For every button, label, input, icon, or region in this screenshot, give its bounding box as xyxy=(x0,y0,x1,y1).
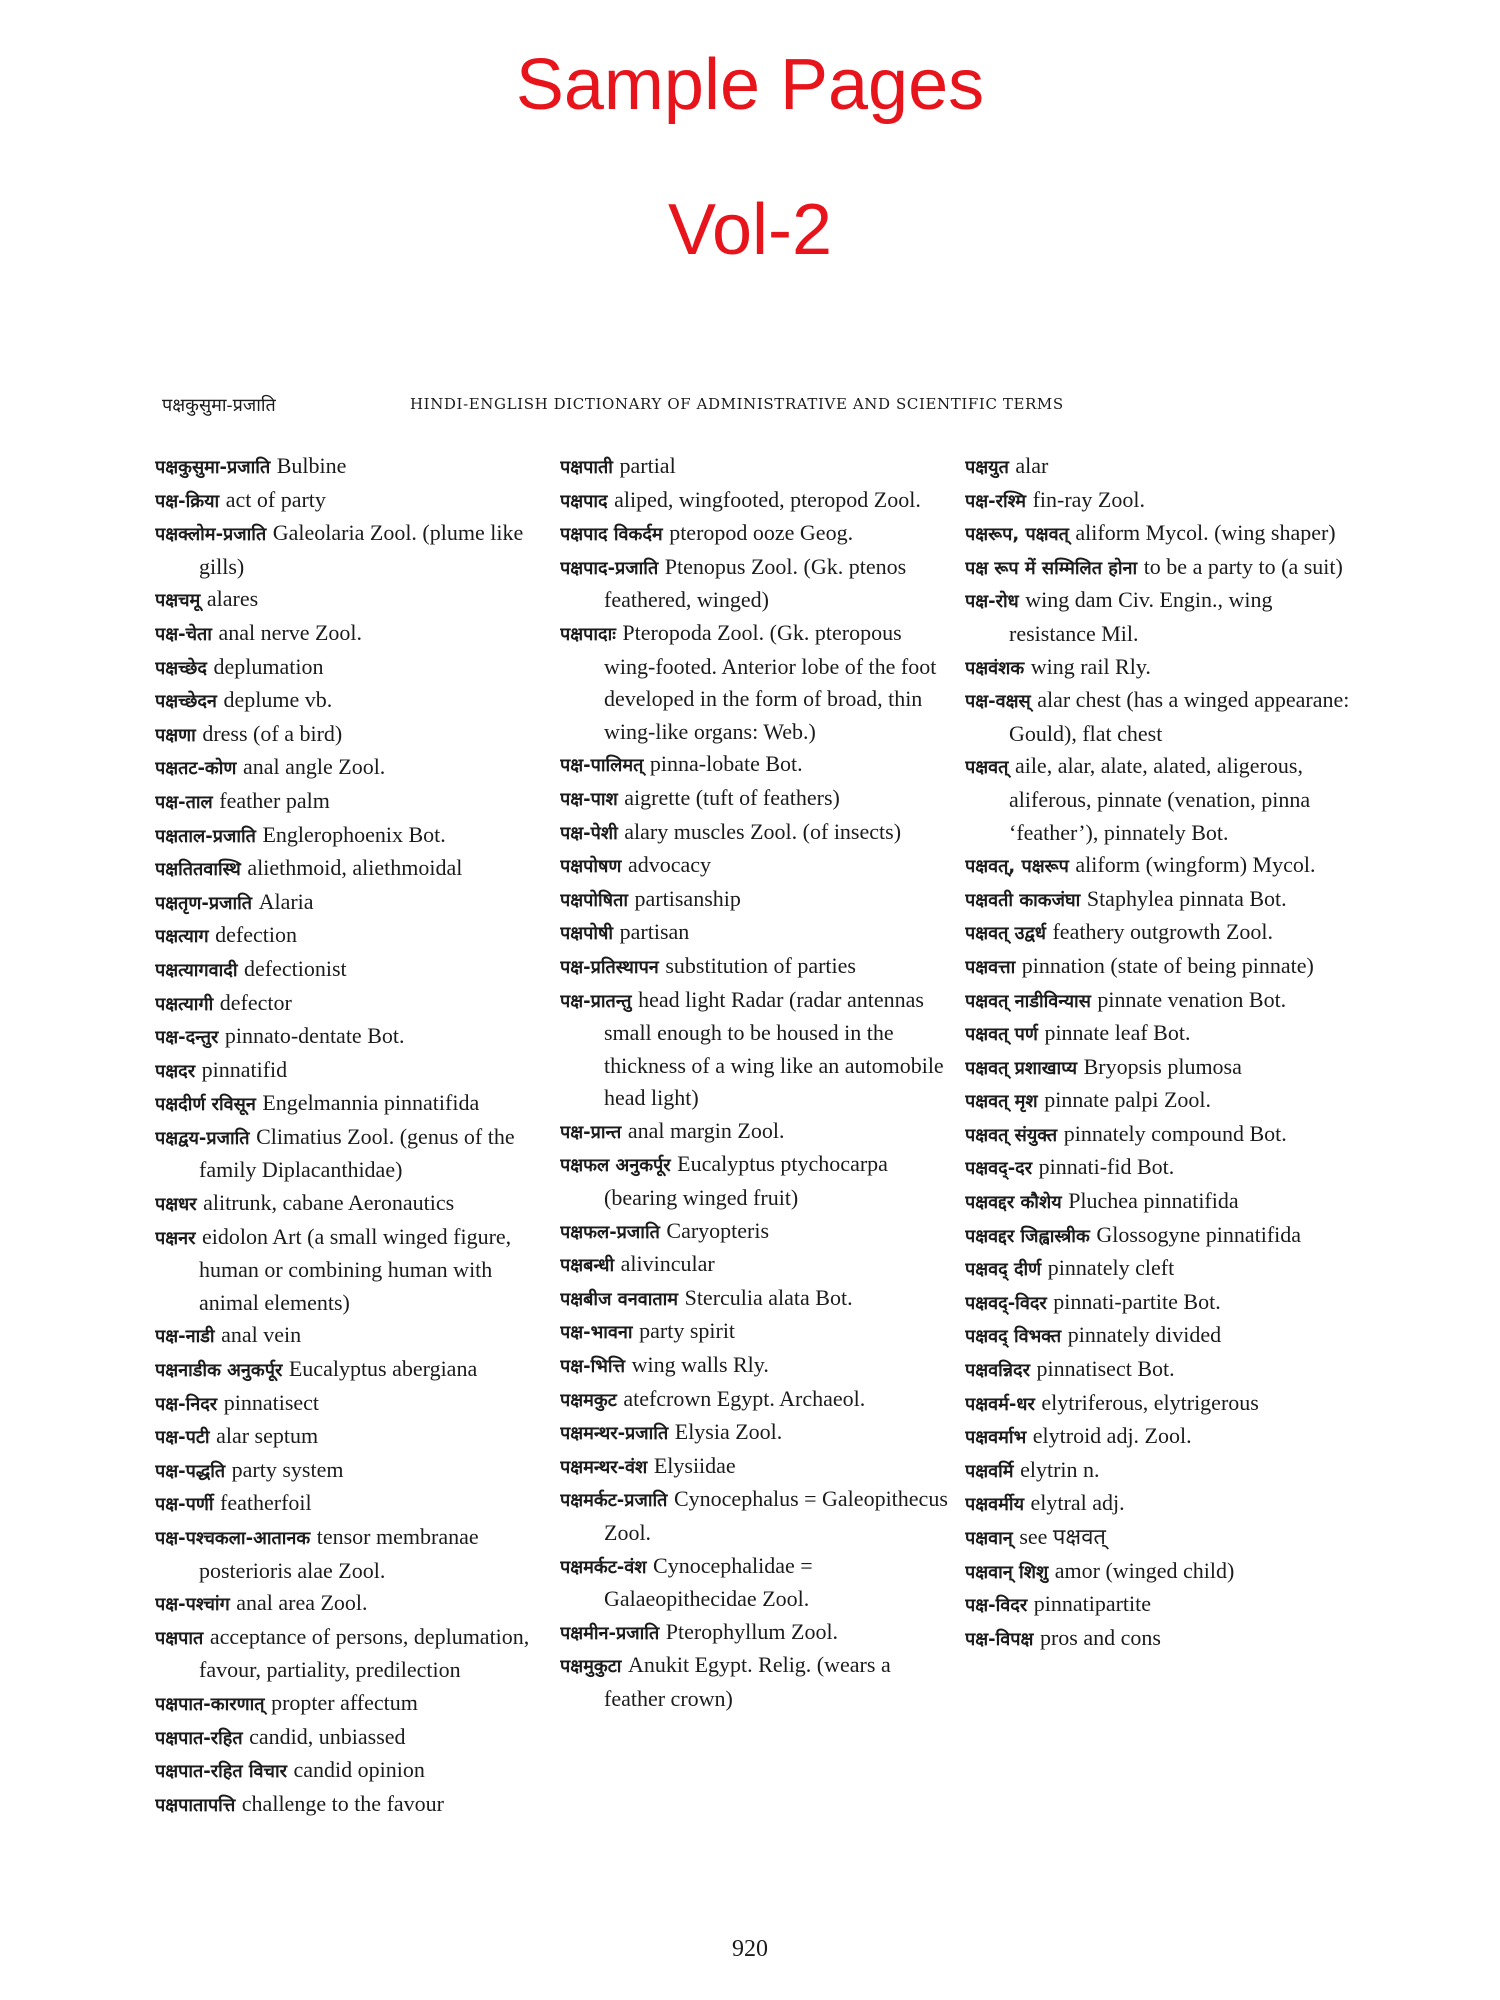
entry-headword: पक्षवद्दर जिह्वास्त्रीक xyxy=(965,1225,1090,1247)
entry-headword: पक्षवद्-विदर xyxy=(965,1292,1047,1314)
dictionary-entry xyxy=(560,1616,955,1650)
dictionary-entry xyxy=(155,1621,540,1687)
dictionary-entry xyxy=(155,617,540,651)
entry-definition: elytral adj. xyxy=(1030,1490,1125,1516)
dictionary-entry xyxy=(560,984,955,1115)
entry-definition: Eucalyptus ptychocarpa (bearing winged fruit) xyxy=(604,1151,888,1211)
entry-definition: partisan xyxy=(619,919,690,945)
entry-headword: पक्षपात-रहित xyxy=(155,1727,243,1749)
entry-definition: Sterculia alata Bot. xyxy=(684,1284,853,1310)
entry-definition: Cynocephalus = Galeopithecus Zool. xyxy=(604,1486,948,1545)
dictionary-entry xyxy=(560,1148,955,1214)
dictionary-entry xyxy=(965,916,1355,950)
dictionary-entry xyxy=(965,1387,1355,1421)
entry-headword: पक्ष-भावना xyxy=(560,1322,633,1344)
entry-definition: wing walls Rly. xyxy=(631,1352,769,1378)
entry-definition: atefcrown Egypt. Archaeol. xyxy=(623,1385,866,1411)
entry-headword: पक्षकुसुमा-प्रजाति xyxy=(155,457,271,478)
dictionary-entry xyxy=(560,782,955,816)
entry-definition: elytroid adj. Zool. xyxy=(1032,1423,1192,1449)
entry-definition: alar xyxy=(1015,453,1049,478)
entry-headword: पक्षचमू xyxy=(155,590,201,612)
entry-headword: पक्षत्याग xyxy=(155,926,209,948)
entry-definition: pinnatifid xyxy=(201,1056,288,1082)
entry-headword: पक्षमुकुटा xyxy=(560,1656,622,1678)
entry-headword: पक्षवत् नाडीविन्यास xyxy=(965,990,1091,1012)
dictionary-entry xyxy=(155,718,540,752)
entry-definition: Elysia Zool. xyxy=(674,1419,783,1445)
entry-definition: pinnate venation Bot. xyxy=(1097,986,1287,1012)
entry-headword: पक्ष-पर्णी xyxy=(155,1494,214,1516)
dictionary-entry xyxy=(155,785,540,819)
entry-definition: alares xyxy=(206,586,259,612)
dictionary-entry xyxy=(965,1319,1355,1353)
entry-headword: पक्षमर्कट-वंश xyxy=(560,1556,647,1578)
dictionary-entry xyxy=(965,1454,1355,1488)
entry-definition: feathery outgrowth Zool. xyxy=(1052,919,1274,945)
dictionary-entry xyxy=(965,1252,1355,1286)
dictionary-entry xyxy=(965,484,1355,518)
dictionary-entry xyxy=(155,1187,540,1221)
entry-definition: defection xyxy=(215,922,297,948)
entry-headword: पक्षफल-प्रजाति xyxy=(560,1221,660,1243)
entry-definition: elytriferous, elytrigerous xyxy=(1041,1389,1259,1415)
running-head-hindi: पक्षकुसुमा-प्रजाति xyxy=(162,395,276,416)
entry-definition: alivincular xyxy=(620,1251,715,1277)
entry-definition: Caryopteris xyxy=(666,1217,770,1243)
entry-headword: पक्ष-ताल xyxy=(155,791,213,813)
entry-definition: Pterophyllum Zool. xyxy=(665,1618,839,1644)
dictionary-entry xyxy=(965,1084,1355,1118)
entry-headword: पक्षवती काकजंघा xyxy=(965,889,1081,911)
entry-headword: पक्षवत् संयुक्त xyxy=(965,1124,1058,1146)
entry-definition: acceptance of persons, deplumation, favour, partiality, predilection xyxy=(199,1623,530,1683)
dictionary-entry xyxy=(155,1721,540,1755)
dictionary-entry xyxy=(155,517,540,583)
entry-headword: पक्षदर xyxy=(155,1060,196,1082)
entry-definition: pinnatisect xyxy=(223,1389,320,1415)
dictionary-entry xyxy=(155,987,540,1021)
entry-headword: पक्षवान् शिशु xyxy=(965,1561,1049,1583)
dictionary-entry xyxy=(560,1215,955,1249)
dictionary-entry xyxy=(560,484,955,518)
entry-headword: पक्षधर xyxy=(155,1194,197,1216)
entry-headword: पक्षमर्कट-प्रजाति xyxy=(560,1490,668,1512)
entry-headword: पक्ष-पश्चकला-आतानक xyxy=(155,1528,311,1549)
dictionary-entry xyxy=(560,816,955,850)
entry-headword: पक्षद्वय-प्रजाति xyxy=(155,1127,250,1149)
entry-headword: पक्ष-क्रिया xyxy=(155,490,220,512)
entry-headword: पक्ष-प्रान्त xyxy=(560,1121,622,1143)
entry-headword: पक्षबन्धी xyxy=(560,1255,615,1277)
dictionary-entry xyxy=(155,1487,540,1521)
entry-definition: candid opinion xyxy=(293,1757,425,1783)
entry-headword: पक्षवान् xyxy=(965,1528,1013,1549)
entry-headword: पक्षवर्माभ xyxy=(965,1427,1027,1449)
entry-headword: पक्ष-रोध xyxy=(965,591,1019,613)
entry-definition: party spirit xyxy=(639,1318,736,1344)
entry-definition: alary muscles Zool. (of insects) xyxy=(624,818,902,844)
entry-headword: पक्षवन्निदर xyxy=(965,1360,1030,1382)
entry-definition: aliped, wingfooted, pteropod Zool. xyxy=(614,486,921,512)
dictionary-entry xyxy=(155,1587,540,1621)
entry-headword: पक्ष-भित्ति xyxy=(560,1356,626,1378)
entry-definition: Alaria xyxy=(258,888,314,914)
entry-definition: Bulbine xyxy=(276,453,347,478)
entry-definition: defector xyxy=(219,989,292,1015)
dictionary-entry xyxy=(155,953,540,987)
dictionary-entry xyxy=(155,1121,540,1187)
entry-definition: pinnation (state of being pinnate) xyxy=(1021,952,1314,978)
entry-definition: eidolon Art (a small winged figure, human or combining human with animal elements) xyxy=(199,1223,512,1315)
dictionary-entry xyxy=(155,450,540,484)
entry-headword: पक्षक्लोम-प्रजाति xyxy=(155,524,267,546)
entry-headword: पक्षत्यागवादी xyxy=(155,959,238,981)
entry-definition: Cynocephalidae = Galaeopithecidae Zool. xyxy=(604,1552,813,1612)
entry-headword: पक्षपोषण xyxy=(560,856,622,878)
dictionary-entry xyxy=(965,1555,1355,1589)
entry-definition: Climatius Zool. (genus of the family Diplacanthidae) xyxy=(199,1123,515,1183)
dictionary-entry xyxy=(560,1115,955,1149)
entry-headword: पक्षवद् दीर्ण xyxy=(965,1259,1042,1281)
dictionary-entry xyxy=(965,950,1355,984)
dictionary-entry xyxy=(155,1521,540,1587)
dictionary-entry xyxy=(560,517,955,551)
dictionary-entry xyxy=(155,919,540,953)
dictionary-entry xyxy=(560,1282,955,1316)
entry-definition: Engelmannia pinnatifida xyxy=(262,1090,480,1116)
entry-definition: Pteropoda Zool. (Gk. pteropous wing-footed. Anterior lobe of the foot developed in the form of broad, thin wing-like organs: Web.) xyxy=(604,619,937,744)
dictionary-entry xyxy=(155,484,540,518)
entry-definition: see पक्षवत् xyxy=(1019,1524,1106,1549)
dictionary-entry xyxy=(560,950,955,984)
entry-headword: पक्षफल अनुकर्पूर xyxy=(560,1155,671,1177)
entry-headword: पक्षतट-कोण xyxy=(155,758,237,780)
entry-definition: aliform (wingform) Mycol. xyxy=(1075,852,1316,878)
dictionary-entry xyxy=(560,883,955,917)
entry-definition: Elysiidae xyxy=(653,1452,736,1478)
entry-definition: wing dam Civ. Engin., wing resistance Mil. xyxy=(1009,587,1273,646)
dictionary-entry xyxy=(155,751,540,785)
entry-headword: पक्षदीर्ण रविसून xyxy=(155,1094,256,1116)
dictionary-entry xyxy=(965,517,1355,551)
entry-headword: पक्षवत्ता xyxy=(965,956,1016,978)
entry-headword: पक्ष-चेता xyxy=(155,623,212,645)
dictionary-entry xyxy=(155,1319,540,1353)
page-number: 920 xyxy=(732,1936,768,1962)
entry-headword: पक्षमन्थर-वंश xyxy=(560,1456,648,1478)
running-head-title: HINDI-ENGLISH DICTIONARY OF ADMINISTRATIVE AND SCIENTIFIC TERMS xyxy=(410,395,1064,413)
dictionary-entry xyxy=(965,1051,1355,1085)
entry-definition: Englerophoenix Bot. xyxy=(262,821,446,847)
entry-definition: Pluchea pinnatifida xyxy=(1068,1188,1239,1214)
dictionary-entry xyxy=(560,1450,955,1484)
dictionary-entry xyxy=(560,1483,955,1549)
entry-definition: pinnati-fid Bot. xyxy=(1038,1154,1175,1180)
entry-definition: aigrette (tuft of feathers) xyxy=(624,784,840,810)
entry-definition: feather palm xyxy=(219,787,330,813)
entry-headword: पक्षच्छेद xyxy=(155,657,207,679)
entry-definition: Galeolaria Zool. (plume like gills) xyxy=(199,520,524,579)
entry-definition: pteropod ooze Geog. xyxy=(669,520,854,546)
dictionary-entry xyxy=(155,1087,540,1121)
entry-headword: पक्षमीन-प्रजाति xyxy=(560,1622,660,1644)
dictionary-entry xyxy=(155,1687,540,1721)
entry-headword: पक्षवर्मीय xyxy=(965,1494,1025,1516)
entry-definition: Anukit Egypt. Relig. (wears a feather crown) xyxy=(604,1652,891,1711)
entry-definition: anal nerve Zool. xyxy=(218,619,363,645)
dictionary-entry xyxy=(965,750,1355,849)
entry-headword: पक्ष-प्रतिस्थापन xyxy=(560,956,659,978)
dictionary-entry xyxy=(965,1219,1355,1253)
entry-headword: पक्ष-रश्मि xyxy=(965,490,1027,512)
dictionary-entry xyxy=(560,551,955,617)
entry-headword: पक्ष-पटी xyxy=(155,1427,210,1449)
dictionary-entry xyxy=(155,886,540,920)
entry-definition: Staphylea pinnata Bot. xyxy=(1086,885,1287,911)
entry-headword: पक्षपोषिता xyxy=(560,889,629,911)
entry-definition: substitution of parties xyxy=(665,952,856,978)
entry-definition: alar chest (has a winged appearane: Gould), flat chest xyxy=(1009,687,1350,746)
entry-definition: amor (winged child) xyxy=(1054,1557,1235,1583)
dictionary-entry xyxy=(155,684,540,718)
entry-headword: पक्ष-वक्षस् xyxy=(965,691,1031,713)
entry-definition: anal area Zool. xyxy=(236,1590,368,1616)
entry-headword: पक्षपातापत्ति xyxy=(155,1794,236,1816)
entry-definition: act of party xyxy=(225,486,326,512)
dictionary-entry xyxy=(965,1185,1355,1219)
dictionary-entry xyxy=(560,450,955,484)
dictionary-entry xyxy=(155,1387,540,1421)
entry-definition: aile, alar, alate, alated, aligerous, aliferous, pinnate (venation, pinna ‘feather’), pinnately Bot. xyxy=(1009,753,1311,845)
entry-definition: dress (of a bird) xyxy=(202,720,343,746)
entry-headword: पक्ष-पाश xyxy=(560,788,618,810)
dictionary-entry xyxy=(155,1353,540,1387)
entry-definition: to be a party to (a suit) xyxy=(1143,553,1343,579)
entry-headword: पक्ष-नाडी xyxy=(155,1326,215,1348)
dictionary-entry xyxy=(560,1315,955,1349)
entry-headword: पक्ष-पालिमत् xyxy=(560,755,644,777)
entry-headword: पक्ष-विदर xyxy=(965,1595,1028,1617)
dictionary-entry xyxy=(965,1118,1355,1152)
dictionary-entry xyxy=(560,1649,955,1715)
dictionary-entry xyxy=(155,1754,540,1788)
dictionary-column-1 xyxy=(155,450,540,1930)
entry-headword: पक्ष-पश्चांग xyxy=(155,1594,230,1616)
entry-headword: पक्षवत् मृश xyxy=(965,1091,1038,1113)
entry-definition: partial xyxy=(619,453,676,478)
entry-definition: pinnatipartite xyxy=(1033,1591,1152,1617)
entry-headword: पक्षवत् उद्वर्ध xyxy=(965,923,1046,945)
dictionary-entry xyxy=(560,1383,955,1417)
dictionary-entry xyxy=(560,748,955,782)
dictionary-entry xyxy=(155,1221,540,1320)
dictionary-entry xyxy=(965,1017,1355,1051)
dictionary-entry xyxy=(155,651,540,685)
dictionary-entry xyxy=(965,651,1355,685)
dictionary-entry xyxy=(965,684,1355,750)
entry-definition: propter affectum xyxy=(271,1689,418,1715)
entry-definition: anal vein xyxy=(221,1322,302,1348)
dictionary-entry xyxy=(560,849,955,883)
dictionary-entry xyxy=(560,916,955,950)
entry-definition: alitrunk, cabane Aeronautics xyxy=(203,1190,455,1216)
entry-headword: पक्षवद्दर कौशेय xyxy=(965,1192,1062,1214)
entry-definition: pinnate leaf Bot. xyxy=(1044,1020,1191,1046)
entry-definition: advocacy xyxy=(627,852,712,878)
entry-definition: pinnato-dentate Bot. xyxy=(224,1023,405,1049)
dictionary-entry xyxy=(560,1416,955,1450)
entry-definition: pinnately compound Bot. xyxy=(1063,1120,1287,1146)
entry-definition: party system xyxy=(231,1456,344,1482)
entry-definition: pinnately divided xyxy=(1067,1322,1222,1348)
entry-definition: pinnati-partite Bot. xyxy=(1053,1288,1221,1314)
entry-definition: Glossogyne pinnatifida xyxy=(1096,1221,1302,1247)
dictionary-entry xyxy=(965,450,1355,484)
entry-definition: pros and cons xyxy=(1039,1624,1161,1650)
dictionary-entry xyxy=(155,1788,540,1822)
dictionary-entry xyxy=(560,1349,955,1383)
entry-headword: पक्षमन्थर-प्रजाति xyxy=(560,1423,669,1445)
entry-headword: पक्षवद्-दर xyxy=(965,1158,1033,1180)
dictionary-entry xyxy=(965,984,1355,1018)
entry-headword: पक्ष-विपक्ष xyxy=(965,1628,1034,1650)
banner-volume: Vol-2 xyxy=(667,190,833,270)
dictionary-column-2 xyxy=(560,450,955,1930)
entry-headword: पक्षपादाः xyxy=(560,623,616,645)
entry-definition: aliethmoid, aliethmoidal xyxy=(247,855,463,881)
dictionary-entry xyxy=(965,584,1355,650)
entry-headword: पक्षबीज वनवाताम xyxy=(560,1288,679,1310)
entry-headword: पक्षपाती xyxy=(560,457,613,478)
entry-definition: elytrin n. xyxy=(1020,1456,1100,1482)
dictionary-entry xyxy=(965,551,1355,585)
entry-headword: पक्ष-पेशी xyxy=(560,822,618,844)
entry-headword: पक्षतितवास्थि xyxy=(155,859,241,881)
entry-definition: tensor membranae posterioris alae Zool. xyxy=(199,1524,479,1583)
entry-headword: पक्षपोषी xyxy=(560,923,614,945)
entry-headword: पक्षपात-रहित विचार xyxy=(155,1761,287,1783)
entry-definition: Eucalyptus abergiana xyxy=(288,1356,478,1382)
dictionary-entry xyxy=(965,849,1355,883)
entry-definition: wing rail Rly. xyxy=(1030,653,1151,679)
dictionary-entry xyxy=(965,1420,1355,1454)
dictionary-entry xyxy=(155,1054,540,1088)
entry-definition: featherfoil xyxy=(220,1490,312,1516)
entry-headword: पक्ष-निदर xyxy=(155,1393,218,1415)
entry-definition: Ptenopus Zool. (Gk. ptenos feathered, winged) xyxy=(604,553,907,613)
dictionary-entry xyxy=(155,1420,540,1454)
dictionary-entry xyxy=(155,1454,540,1488)
entry-definition: pinna-lobate Bot. xyxy=(649,751,803,777)
dictionary-entry xyxy=(560,617,955,748)
entry-definition: defectionist xyxy=(244,955,347,981)
entry-headword: पक्षपात xyxy=(155,1627,204,1649)
entry-definition: challenge to the favour xyxy=(241,1790,444,1816)
running-head xyxy=(162,393,1342,423)
entry-definition: anal margin Zool. xyxy=(627,1117,785,1143)
entry-headword: पक्ष रूप में सम्मिलित होना xyxy=(965,557,1138,579)
entry-definition: deplumation xyxy=(213,653,324,679)
entry-definition: fin-ray Zool. xyxy=(1032,486,1145,512)
dictionary-entry xyxy=(155,852,540,886)
banner-title: Sample Pages xyxy=(515,45,985,125)
entry-headword: पक्षवंशक xyxy=(965,657,1025,679)
entry-headword: पक्षयुत xyxy=(965,457,1009,478)
dictionary-entry xyxy=(965,883,1355,917)
entry-headword: पक्षवत् प्रशाखाप्य xyxy=(965,1057,1078,1079)
entry-definition: head light Radar (radar antennas small enough to be housed in the thickness of a wing like an automobile head light) xyxy=(604,986,944,1111)
dictionary-entry xyxy=(560,1550,955,1616)
entry-headword: पक्षताल-प्रजाति xyxy=(155,825,256,847)
entry-headword: पक्षवत्, पक्षरूप xyxy=(965,856,1069,878)
dictionary-entry xyxy=(155,819,540,853)
entry-headword: पक्षपाद-प्रजाति xyxy=(560,557,659,579)
entry-headword: पक्षनाडीक अनुकर्पूर xyxy=(155,1360,283,1382)
entry-definition: alar septum xyxy=(216,1423,319,1449)
entry-definition: partisanship xyxy=(634,885,741,911)
entry-headword: पक्षपाद xyxy=(560,490,608,512)
dictionary-entry xyxy=(965,1151,1355,1185)
dictionary-entry xyxy=(965,1588,1355,1622)
entry-definition: aliform Mycol. (wing shaper) xyxy=(1075,520,1336,546)
dictionary-entry xyxy=(155,1020,540,1054)
entry-headword: पक्षवर्मि xyxy=(965,1460,1014,1482)
entry-definition: deplume vb. xyxy=(223,687,333,713)
dictionary-entry xyxy=(155,583,540,617)
entry-headword: पक्षपात-कारणात् xyxy=(155,1693,265,1715)
entry-definition: Bryopsis plumosa xyxy=(1083,1053,1242,1079)
entry-headword: पक्षवर्म-धर xyxy=(965,1393,1035,1415)
dictionary-entry xyxy=(965,1521,1355,1555)
entry-definition: pinnately cleft xyxy=(1047,1255,1175,1281)
dictionary-entry xyxy=(965,1622,1355,1656)
dictionary-entry xyxy=(965,1353,1355,1387)
entry-definition: anal angle Zool. xyxy=(242,754,386,780)
entry-headword: पक्ष-दन्तुर xyxy=(155,1027,219,1049)
entry-headword: पक्ष-पद्धति xyxy=(155,1460,226,1482)
entry-headword: पक्षच्छेदन xyxy=(155,691,217,713)
entry-headword: पक्षवत् पर्ण xyxy=(965,1024,1038,1046)
entry-headword: पक्षतृण-प्रजाति xyxy=(155,892,253,914)
entry-headword: पक्षनर xyxy=(155,1227,196,1249)
entry-definition: pinnate palpi Zool. xyxy=(1044,1087,1211,1113)
entry-headword: पक्षणा xyxy=(155,724,196,746)
entry-headword: पक्षमकुट xyxy=(560,1389,617,1411)
dictionary-entry xyxy=(965,1286,1355,1320)
entry-headword: पक्षवत् xyxy=(965,757,1009,779)
entry-headword: पक्षवद् विभक्त xyxy=(965,1326,1062,1348)
dictionary-entry xyxy=(965,1487,1355,1521)
entry-headword: पक्षरूप, पक्षवत् xyxy=(965,524,1069,546)
dictionary-column-3 xyxy=(965,450,1355,1930)
entry-headword: पक्षत्यागी xyxy=(155,993,214,1015)
dictionary-entry xyxy=(560,1248,955,1282)
entry-headword: पक्ष-प्रातन्तु xyxy=(560,990,632,1012)
entry-definition: pinnatisect Bot. xyxy=(1036,1356,1175,1382)
entry-definition: candid, unbiassed xyxy=(249,1723,406,1749)
entry-headword: पक्षपाद विकर्दम xyxy=(560,524,663,546)
